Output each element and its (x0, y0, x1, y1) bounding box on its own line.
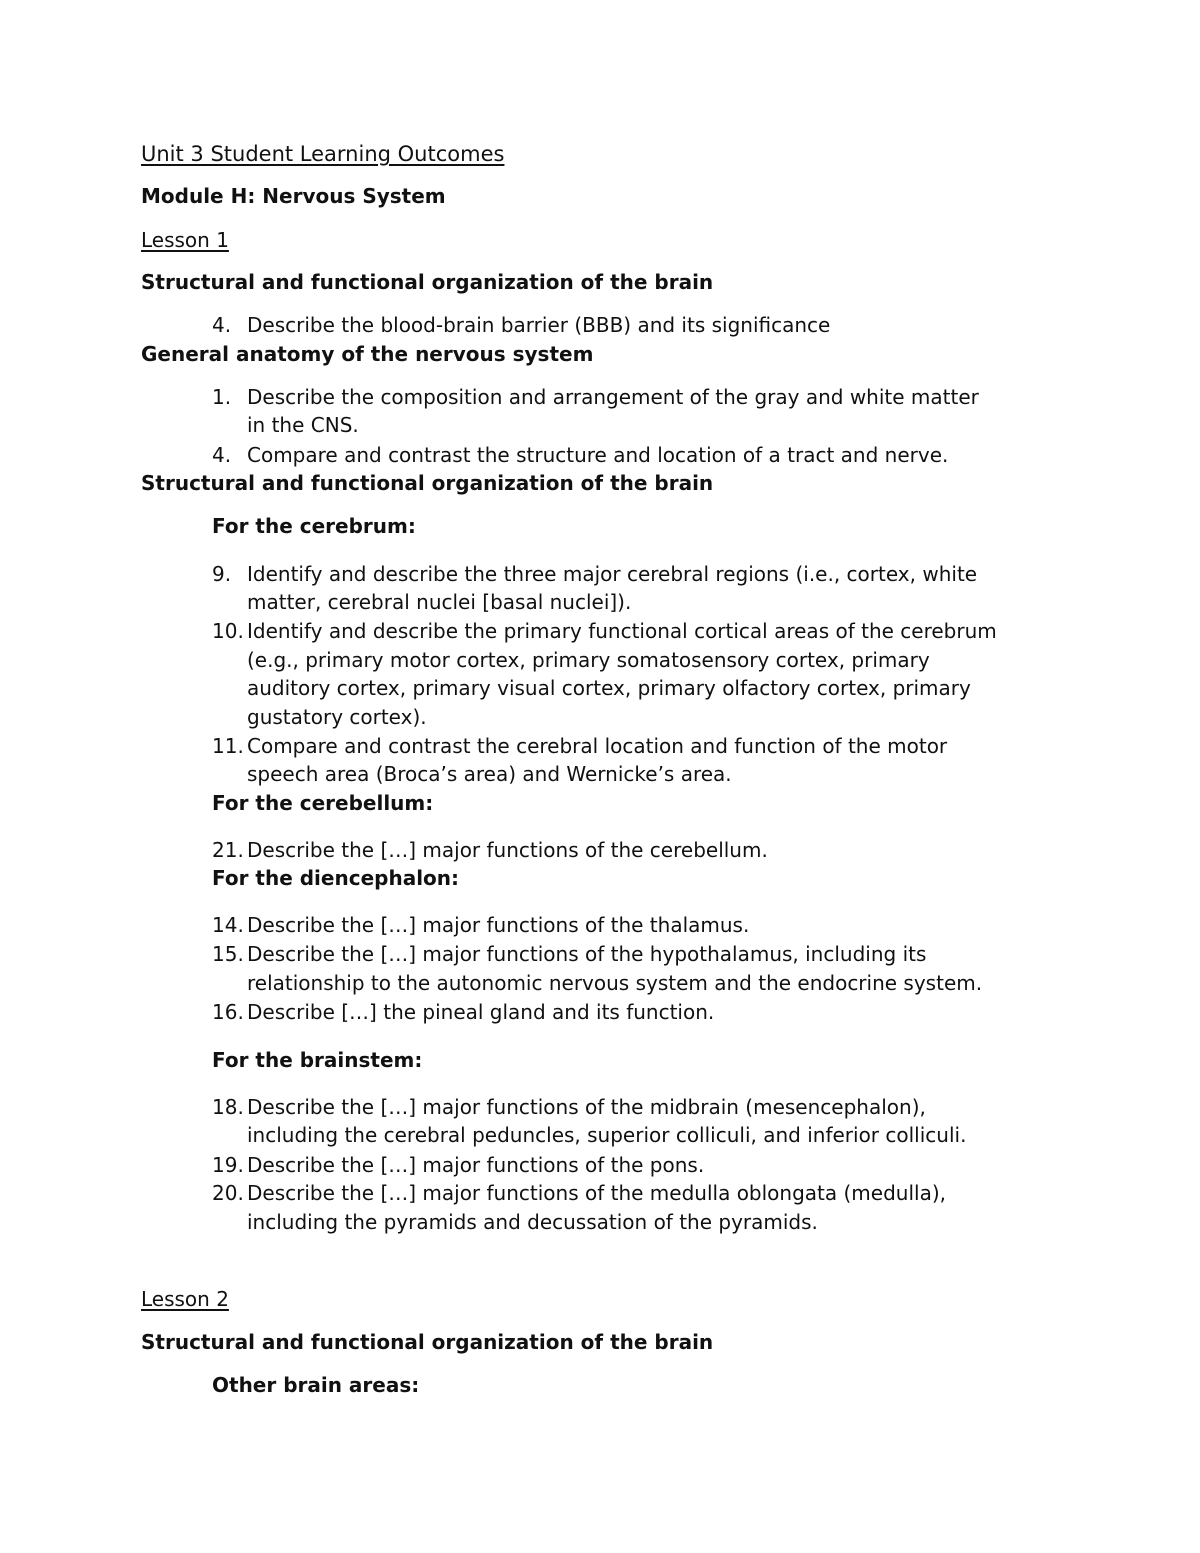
list-number: 14. (212, 913, 244, 937)
subsection-heading-other-brain-areas: Other brain areas: (212, 1373, 420, 1397)
list-item: Describe the composition and arrangement of the gray and white matter (247, 385, 979, 409)
list-number: 16. (212, 1000, 244, 1024)
subsection-heading-cerebrum: For the cerebrum: (212, 514, 416, 538)
list-item: Describe the […] major functions of the hypothalamus, including its (247, 942, 927, 966)
section-heading: Structural and functional organization of the brain (141, 1330, 714, 1354)
list-item: Describe […] the pineal gland and its function. (247, 1000, 715, 1024)
module-heading: Module H: Nervous System (141, 184, 446, 208)
list-item-continuation: (e.g., primary motor cortex, primary somatosensory cortex, primary (247, 648, 930, 672)
list-number: 11. (212, 734, 244, 758)
list-item-continuation: including the pyramids and decussation of the pyramids. (247, 1210, 818, 1234)
list-item: Identify and describe the three major cerebral regions (i.e., cortex, white (247, 562, 978, 586)
lesson-2-label: Lesson 2 (141, 1287, 229, 1311)
section-heading: Structural and functional organization of the brain (141, 270, 714, 294)
list-item: Describe the […] major functions of the cerebellum. (247, 838, 768, 862)
list-number: 18. (212, 1095, 244, 1119)
subsection-heading-cerebellum: For the cerebellum: (212, 791, 434, 815)
list-item-continuation: in the CNS. (247, 413, 359, 437)
list-item-continuation: including the cerebral peduncles, superior colliculi, and inferior colliculi. (247, 1123, 967, 1147)
list-item: Describe the […] major functions of the thalamus. (247, 913, 750, 937)
list-item-continuation: auditory cortex, primary visual cortex, primary olfactory cortex, primary (247, 676, 971, 700)
section-heading: General anatomy of the nervous system (141, 342, 594, 366)
list-item: Compare and contrast the structure and location of a tract and nerve. (247, 443, 949, 467)
list-item-continuation: gustatory cortex). (247, 705, 427, 729)
list-number: 4. (212, 313, 232, 337)
list-item: Identify and describe the primary functional cortical areas of the cerebrum (247, 619, 997, 643)
subsection-heading-brainstem: For the brainstem: (212, 1048, 423, 1072)
section-heading: Structural and functional organization of the brain (141, 471, 714, 495)
list-item-continuation: speech area (Broca’s area) and Wernicke’s area. (247, 762, 732, 786)
list-number: 10. (212, 619, 244, 643)
list-item: Compare and contrast the cerebral location and function of the motor (247, 734, 948, 758)
list-number: 1. (212, 385, 232, 409)
list-item: Describe the […] major functions of the medulla oblongata (medulla), (247, 1181, 946, 1205)
list-item-continuation: matter, cerebral nuclei [basal nuclei]). (247, 590, 632, 614)
list-item-continuation: relationship to the autonomic nervous system and the endocrine system. (247, 971, 983, 995)
list-item: Describe the […] major functions of the midbrain (mesencephalon), (247, 1095, 926, 1119)
list-item: Describe the […] major functions of the pons. (247, 1153, 705, 1177)
lesson-1-label: Lesson 1 (141, 228, 229, 252)
list-number: 4. (212, 443, 232, 467)
list-number: 20. (212, 1181, 244, 1205)
subsection-heading-diencephalon: For the diencephalon: (212, 866, 460, 890)
list-number: 9. (212, 562, 232, 586)
list-number: 19. (212, 1153, 244, 1177)
document-title: Unit 3 Student Learning Outcomes (141, 142, 505, 166)
list-number: 15. (212, 942, 244, 966)
list-number: 21. (212, 838, 244, 862)
list-item: Describe the blood-brain barrier (BBB) and its significance (247, 313, 831, 337)
